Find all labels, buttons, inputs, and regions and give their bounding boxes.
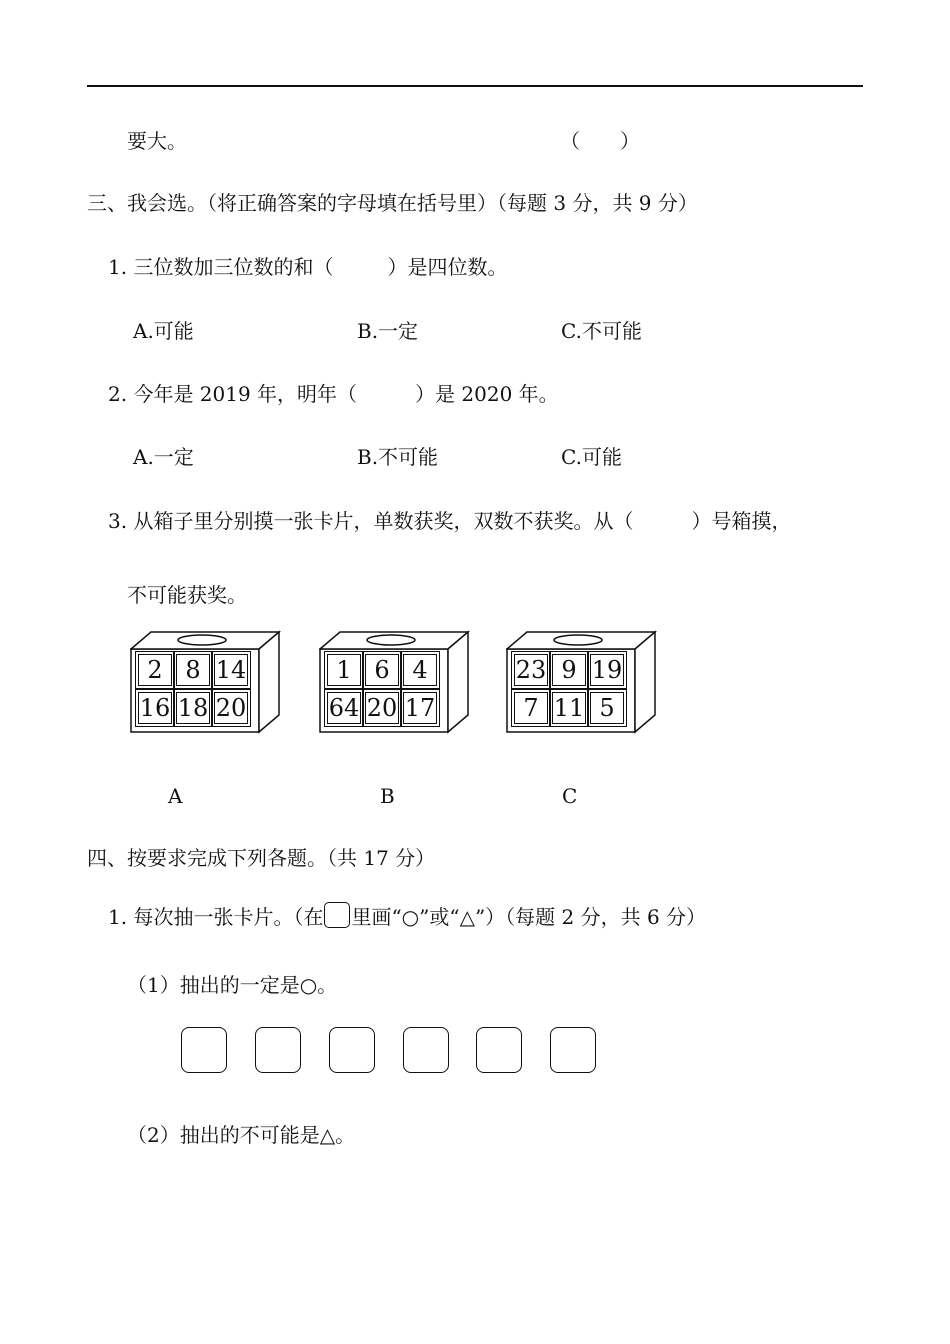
- inline-square-icon: [324, 902, 350, 928]
- draw-box-6[interactable]: [550, 1027, 596, 1073]
- box-b: [319, 630, 479, 735]
- s3-q1-stem: 1. 三位数加三位数的和（ ）是四位数。: [108, 255, 508, 279]
- box-b-cards: [327, 654, 449, 730]
- section4-title: 四、按要求完成下列各题。（共 17 分）: [87, 846, 436, 870]
- card: 1: [327, 654, 361, 686]
- card: 2: [138, 654, 172, 686]
- s4-q1-sub2: （2）抽出的不可能是△。: [127, 1123, 356, 1147]
- s3-q1-option-a[interactable]: A.可能: [133, 319, 194, 343]
- s3-q1-option-c[interactable]: C.不可能: [561, 319, 642, 343]
- draw-box-2[interactable]: [255, 1027, 301, 1073]
- s3-q2-option-b[interactable]: B.不可能: [357, 445, 439, 469]
- draw-box-4[interactable]: [403, 1027, 449, 1073]
- s3-q3-stem: 3. 从箱子里分别摸一张卡片，单数获奖，双数不获奖。从（ ）号箱摸，: [108, 509, 792, 533]
- box-c-cards: [514, 654, 636, 730]
- box-b-label: B: [380, 784, 395, 808]
- card: 17: [404, 694, 436, 722]
- s4-q1-stem: 1. 每次抽一张卡片。（在 里画“○”或“△”）（每题 2 分，共 6 分）: [108, 902, 706, 930]
- card: 16: [139, 694, 171, 722]
- card: 11: [553, 694, 585, 722]
- box-a-cards: [138, 654, 260, 730]
- section3-title: 三、我会选。（将正确答案的字母填在括号里）（每题 3 分，共 9 分）: [87, 191, 698, 215]
- card: 20: [366, 694, 398, 722]
- box-c-label: C: [562, 784, 578, 808]
- s3-q1-option-b[interactable]: B.一定: [357, 319, 419, 343]
- card: 14: [215, 656, 247, 684]
- card: 4: [403, 654, 437, 686]
- card: 6: [365, 654, 399, 686]
- draw-box-1[interactable]: [181, 1027, 227, 1073]
- s3-q3-line2: 不可能获奖。: [127, 583, 247, 607]
- card: 8: [176, 654, 210, 686]
- continued-text-label: 要大。: [127, 129, 187, 153]
- box-a-label: A: [168, 784, 183, 808]
- card: 7: [514, 692, 548, 724]
- card: 20: [215, 694, 247, 722]
- card: 64: [328, 694, 360, 722]
- continued-text: [127, 128, 187, 154]
- card: 23: [515, 656, 547, 684]
- card: 18: [177, 694, 209, 722]
- box-c: [506, 630, 666, 735]
- continued-answer-paren[interactable]: （ ）: [560, 129, 640, 153]
- card: 5: [590, 692, 624, 724]
- s3-q2-option-a[interactable]: A.一定: [133, 445, 194, 469]
- draw-box-3[interactable]: [329, 1027, 375, 1073]
- draw-box-5[interactable]: [476, 1027, 522, 1073]
- s3-q2-stem: 2. 今年是 2019 年，明年（ ）是 2020 年。: [108, 382, 559, 406]
- box-a: [130, 630, 290, 735]
- card: 9: [552, 654, 586, 686]
- s3-q2-option-c[interactable]: C.可能: [561, 445, 622, 469]
- s4-q1-sub1: （1）抽出的一定是○。: [127, 973, 338, 997]
- top-rule: [87, 85, 863, 87]
- card: 19: [591, 656, 623, 684]
